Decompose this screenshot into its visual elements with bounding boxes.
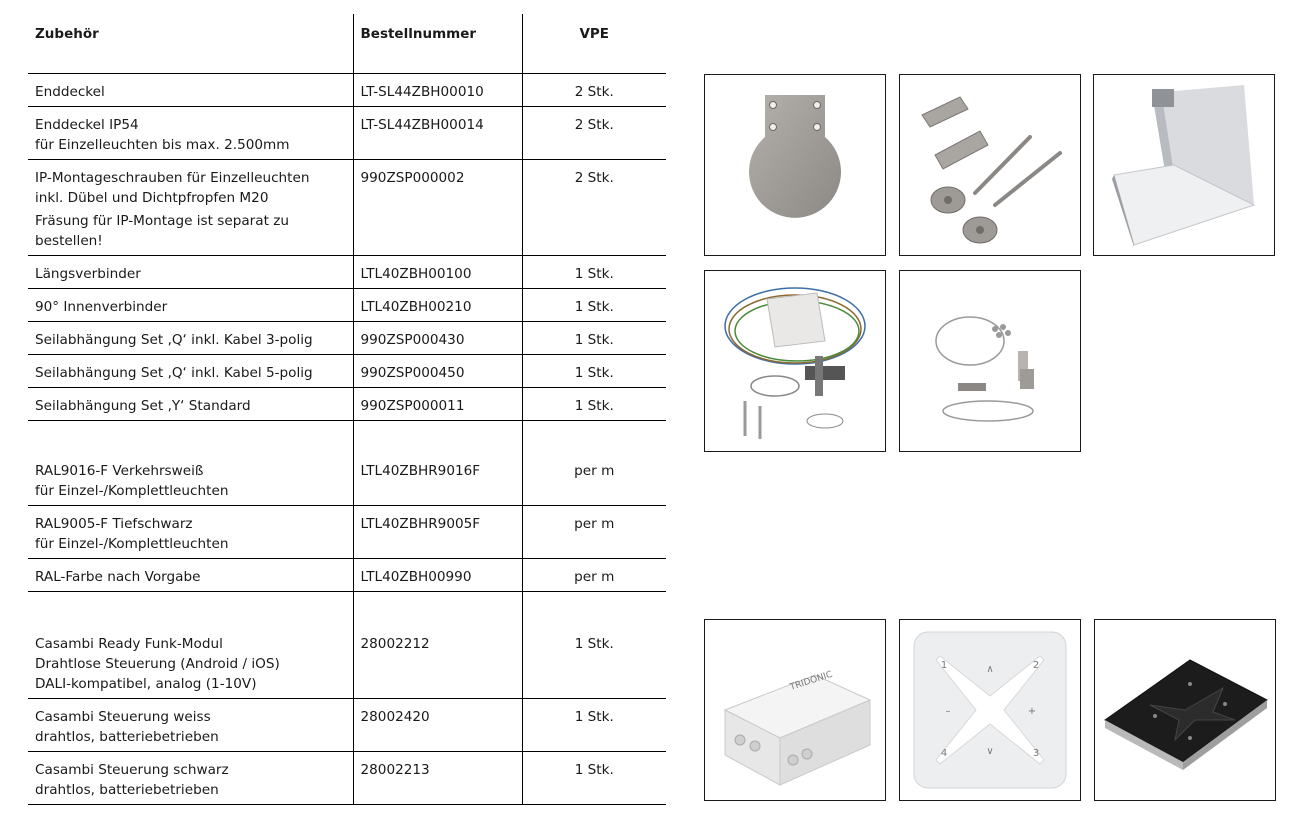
module-brand: TRIDONIC [788, 669, 834, 693]
row-description: Casambi Ready Funk-Modul [35, 636, 223, 652]
casambi-module-icon [705, 620, 885, 800]
end-cap-icon [705, 75, 885, 255]
row-description: RAL9005-F Tiefschwarz [35, 516, 193, 532]
row-description: Längsverbinder [35, 266, 141, 282]
row-description: RAL9016-F Verkehrsweiß [35, 463, 204, 479]
row-unit: 2 Stk. [522, 107, 666, 160]
row-order-number: LTL40ZBHR9016F [353, 421, 522, 506]
row-order-number: LT-SL44ZBH00010 [353, 74, 522, 107]
row-description: Casambi Steuerung weiss [35, 709, 211, 725]
row-order-number: 990ZSP000430 [353, 322, 522, 355]
row-unit: 1 Stk. [522, 388, 666, 421]
row-unit: per m [522, 506, 666, 559]
table-row [28, 107, 666, 160]
table-row [28, 160, 666, 256]
row-description: RAL-Farbe nach Vorgabe [35, 569, 201, 585]
casambi-module-image [704, 619, 886, 801]
remote-label-minus: – [945, 706, 951, 717]
remote-label-1: 1 [940, 660, 948, 671]
row-unit: 1 Stk. [522, 322, 666, 355]
table-row [28, 355, 666, 388]
screws-icon [900, 75, 1080, 255]
table-row [28, 592, 666, 699]
white-remote-image [899, 619, 1081, 801]
row-order-number: 28002212 [353, 592, 522, 699]
end-cap-image [704, 74, 886, 256]
row-description: IP-Montageschrauben für Einzelleuchten [35, 170, 310, 186]
row-order-number: LTL40ZBHR9005F [353, 506, 522, 559]
row-unit: 1 Stk. [522, 355, 666, 388]
remote-label-3: 3 [1032, 748, 1040, 759]
row-description: Seilabhängung Set ‚Y‘ Standard [35, 398, 251, 414]
row-unit: 1 Stk. [522, 289, 666, 322]
header-order-number: Bestellnummer [353, 14, 522, 74]
suspension-cable-kit-image [704, 270, 886, 452]
remote-label-4: 4 [940, 748, 948, 759]
white-remote-icon [900, 620, 1080, 800]
row-order-number: 28002213 [353, 752, 522, 805]
table-row [28, 256, 666, 289]
row-unit: per m [522, 421, 666, 506]
row-description: 90° Innenverbinder [35, 299, 168, 315]
row-description: für Einzel-/Komplettleuchten [35, 483, 229, 499]
row-unit: 1 Stk. [522, 752, 666, 805]
table-row [28, 752, 666, 805]
remote-label-up: ∧ [986, 664, 994, 675]
row-order-number: LT-SL44ZBH00014 [353, 107, 522, 160]
row-description: drahtlos, batteriebetrieben [35, 729, 219, 745]
black-remote-image [1094, 619, 1276, 801]
row-unit: 1 Stk. [522, 256, 666, 289]
row-unit: 1 Stk. [522, 592, 666, 699]
table-header-row [28, 14, 666, 74]
row-unit: 1 Stk. [522, 699, 666, 752]
remote-label-2: 2 [1032, 660, 1040, 671]
remote-label-down: ∨ [986, 746, 994, 757]
row-description: DALI-kompatibel, analog (1-10V) [35, 676, 257, 692]
row-unit: 2 Stk. [522, 74, 666, 107]
remote-label-plus: + [1027, 706, 1037, 717]
row-description: für Einzel-/Komplettleuchten [35, 536, 229, 552]
row-description: Casambi Steuerung schwarz [35, 762, 229, 778]
suspension-kit-icon [705, 271, 885, 451]
screws-image [899, 74, 1081, 256]
row-order-number: 990ZSP000011 [353, 388, 522, 421]
corner-connector-icon [1094, 75, 1274, 255]
table-row [28, 421, 666, 506]
row-description: Enddeckel IP54 [35, 117, 139, 133]
header-unit: VPE [522, 14, 666, 74]
row-description: für Einzelleuchten bis max. 2.500mm [35, 137, 290, 153]
row-description: Fräsung für IP-Montage ist separat zu [35, 213, 290, 229]
table-row [28, 699, 666, 752]
row-order-number: LTL40ZBH00990 [353, 559, 522, 592]
table-row [28, 322, 666, 355]
table-row [28, 506, 666, 559]
row-description: bestellen! [35, 233, 103, 249]
row-order-number: 990ZSP000450 [353, 355, 522, 388]
accessory-table [28, 14, 666, 805]
row-order-number: LTL40ZBH00100 [353, 256, 522, 289]
row-order-number: 28002420 [353, 699, 522, 752]
y-suspension-icon [900, 271, 1080, 451]
header-accessory: Zubehör [28, 14, 353, 74]
table-row [28, 388, 666, 421]
row-description: Drahtlose Steuerung (Android / iOS) [35, 656, 280, 672]
table-row [28, 74, 666, 107]
row-description: Seilabhängung Set ‚Q‘ inkl. Kabel 5-polig [35, 365, 313, 381]
row-description: drahtlos, batteriebetrieben [35, 782, 219, 798]
row-description: inkl. Dübel und Dichtpfropfen M20 [35, 190, 269, 206]
y-suspension-kit-image [899, 270, 1081, 452]
corner-connector-image [1093, 74, 1275, 256]
table-row [28, 289, 666, 322]
black-remote-icon [1095, 620, 1275, 800]
row-order-number: 990ZSP000002 [353, 160, 522, 256]
row-description: Enddeckel [35, 84, 105, 100]
table-row [28, 559, 666, 592]
row-order-number: LTL40ZBH00210 [353, 289, 522, 322]
row-description: Seilabhängung Set ‚Q‘ inkl. Kabel 3-polig [35, 332, 313, 348]
row-unit: 2 Stk. [522, 160, 666, 256]
row-unit: per m [522, 559, 666, 592]
